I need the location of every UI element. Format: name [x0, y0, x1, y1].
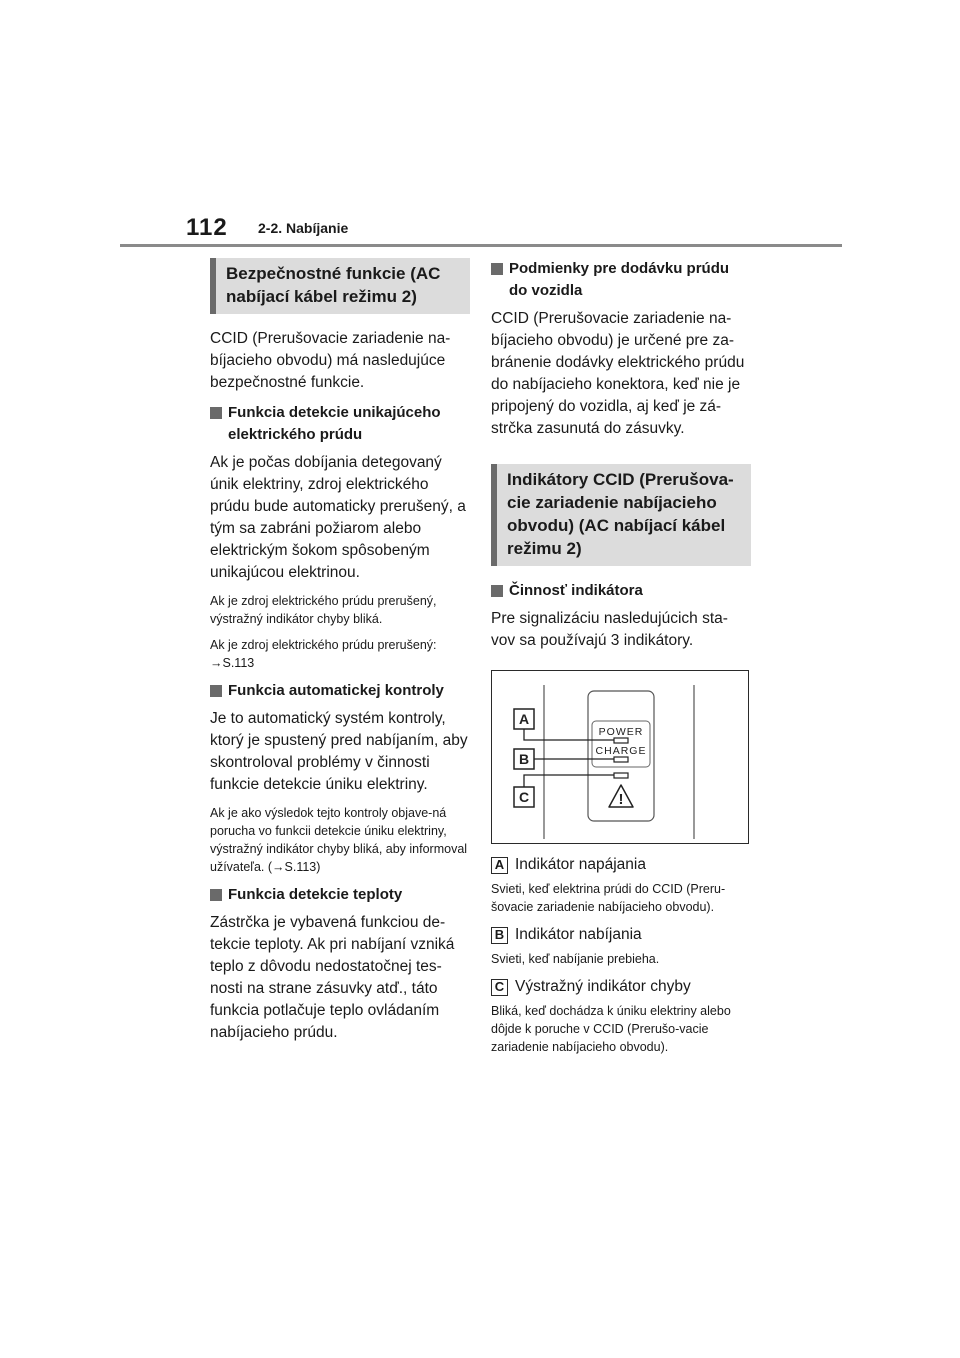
letter-box-b: B [491, 927, 508, 944]
supply-body: CCID (Prerušovacie zariadenie na-bíjacieho obvodu) je určené pre za-bránenie dodávky elektrického prúdu do nabíjacieho konektora, keď nie je pripojený do vozidla, aj keď je zá-strčka zasunutá do zásuvky. [491, 310, 745, 437]
square-bullet-icon [210, 407, 222, 419]
label-row [491, 854, 751, 876]
section-title-safety: Bezpečnostné funkcie (AC nabíjací kábel režimu 2) [210, 258, 470, 314]
charge-label: CHARGE [595, 745, 647, 757]
callout-letter-a: A [518, 711, 530, 727]
heading-temperature [210, 884, 470, 906]
heading-text: Funkcia detekcie unikajúceho elektrického prúdu [228, 404, 441, 443]
indicator-body: Pre signalizáciu nasledujúcich sta-vov sa používajú 3 indikátory. [491, 610, 728, 649]
header-divider [120, 244, 842, 247]
heading-text: Činnosť indikátora [509, 582, 643, 599]
warning-exclamation: ! [618, 791, 624, 808]
heading-text: Funkcia automatickej kontroly [228, 682, 444, 699]
indicator-title: Výstražný indikátor chyby [515, 978, 691, 995]
heading-text: Funkcia detekcie teploty [228, 886, 403, 903]
indicator-item-c [491, 976, 751, 1056]
indicator-item-a [491, 854, 751, 916]
indicator-title: Indikátor napájania [515, 856, 646, 873]
indicator-desc: Svieti, keď elektrina prúdi do CCID (Preru-šovacie zariadenie nabíjacieho obvodu). [491, 882, 726, 914]
auto-check-body: Je to automatický systém kontroly, ktorý je spustený pred nabíjaním, aby skontroloval problémy v činnosti funkcie detekcie úniku elektriny. [210, 710, 468, 793]
temperature-body: Zástrčka je vybavená funkciou de-tekcie teploty. Ak pri nabíjaní vzniká teplo z dôvodu nedostatočnej tes-nosti na strane zásuvky atď., táto funkcia potlačuje teplo ovládaním nabíjacieho prúdu. [210, 914, 455, 1041]
ccid-diagram-svg [492, 671, 750, 845]
callout-letter-c: C [518, 789, 530, 805]
intro-text: CCID (Prerušovacie zariadenie na-bíjacieho obvodu) má nasledujúce bezpečnostné funkcie. [210, 330, 451, 391]
indicator-item-b [491, 924, 751, 968]
leakage-note-2: Ak je zdroj elektrického prúdu prerušený: →S.113 [210, 638, 437, 670]
power-label: POWER [598, 726, 644, 738]
letter-box-a: A [491, 857, 508, 874]
ccid-indicator-diagram [491, 670, 749, 844]
square-bullet-icon [491, 585, 503, 597]
section-title-indicators: Indikátory CCID (Prerušova-cie zariadenie nabíjacieho obvodu) (AC nabíjací kábel režimu 2) [491, 464, 751, 566]
heading-auto-check [210, 680, 470, 702]
heading-indicator-operation [491, 580, 751, 602]
label-row [491, 924, 751, 946]
square-bullet-icon [491, 263, 503, 275]
right-column [491, 258, 751, 1064]
heading-leakage-detection [210, 402, 470, 446]
leakage-body: Ak je počas dobíjania detegovaný únik elektriny, zdroj elektrického prúdu bude automaticky prerušený, a tým sa zabráni požiarom alebo elektrickým šokom spôsobeným unikajúcou elektrinou. [210, 454, 466, 581]
leakage-note-1: Ak je zdroj elektrického prúdu prerušený, výstražný indikátor chyby bliká. [210, 594, 437, 626]
section-breadcrumb: 2-2. Nabíjanie [258, 220, 349, 236]
indicator-desc: Bliká, keď dochádza k úniku elektriny alebo dôjde k poruche v CCID (Prerušo-vacie zariadenie nabíjacieho obvodu). [491, 1004, 731, 1054]
indicator-title: Indikátor nabíjania [515, 926, 642, 943]
letter-box-c: C [491, 979, 508, 996]
indicator-desc: Svieti, keď nabíjanie prebieha. [491, 952, 660, 966]
heading-supply-conditions [491, 258, 751, 302]
auto-check-note: Ak je ako výsledok tejto kontroly objave-ná porucha vo funkcii detekcie úniku elektriny, výstražný indikátor chyby bliká, aby informoval užívateľa. (→S.113) [210, 806, 468, 874]
left-column [210, 258, 470, 1052]
callout-letter-b: B [518, 751, 530, 767]
page-number: 112 [186, 214, 228, 241]
square-bullet-icon [210, 685, 222, 697]
label-row [491, 976, 751, 998]
heading-text: Podmienky pre dodávku prúdu do vozidla [509, 260, 730, 299]
square-bullet-icon [210, 889, 222, 901]
